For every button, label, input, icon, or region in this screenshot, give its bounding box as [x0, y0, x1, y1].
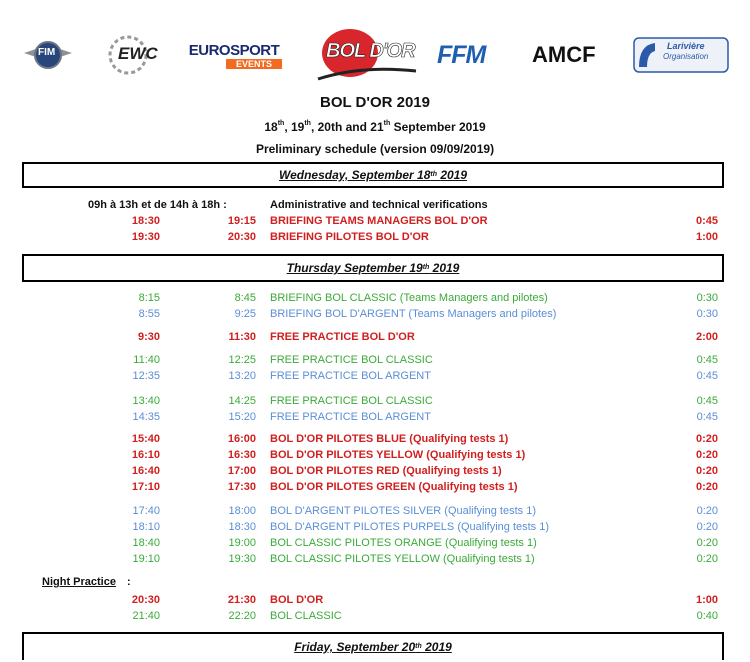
date-18: 18 — [264, 120, 278, 134]
schedule-row — [0, 503, 750, 519]
duration: 0:20 — [695, 465, 718, 477]
amcf-logo-text: AMCF — [532, 42, 596, 67]
start-time: 16:10 — [131, 449, 160, 461]
day-header-wednesday — [22, 162, 724, 188]
duration: 0:20 — [696, 505, 718, 517]
schedule-row — [0, 535, 750, 551]
duration: 1:00 — [695, 231, 718, 243]
lariviere-logo-subtext: Organisation — [663, 52, 709, 61]
lariviere-logo — [633, 30, 729, 80]
schedule-row — [0, 608, 750, 624]
start-time: 8:55 — [138, 308, 160, 320]
start-time: 18:30 — [131, 215, 160, 227]
page-title: BOL D'OR 2019 — [320, 94, 430, 111]
duration: 0:40 — [696, 610, 718, 622]
duration: 0:45 — [696, 411, 718, 423]
schedule-row — [0, 290, 750, 306]
day-label: Thursday September 19 — [286, 261, 423, 275]
event-name: FREE PRACTICE BOL D'OR — [270, 331, 415, 343]
duration: 0:20 — [696, 537, 718, 549]
end-time: 18:30 — [228, 521, 256, 533]
end-time: 17:30 — [227, 481, 256, 493]
end-time: 9:25 — [234, 308, 256, 320]
day-sup: th — [415, 643, 422, 650]
fim-logo — [22, 30, 74, 80]
event-name: BOL D'OR — [270, 594, 324, 606]
end-time: 14:25 — [228, 395, 256, 407]
start-time: 15:40 — [131, 433, 160, 445]
end-time: 12:25 — [228, 354, 256, 366]
schedule-row — [0, 431, 750, 447]
duration: 0:45 — [695, 215, 718, 227]
start-time: 17:40 — [132, 505, 160, 517]
end-time: 8:45 — [234, 292, 256, 304]
schedule-row — [0, 352, 750, 368]
end-time: 16:30 — [227, 449, 256, 461]
event-name: BOL D'ARGENT PILOTES SILVER (Qualifying tests 1) — [270, 505, 536, 517]
ewc-logo-text: EWC — [118, 44, 158, 63]
day-header-friday — [22, 632, 724, 660]
schedule-version: Preliminary schedule (version 09/09/2019) — [255, 142, 495, 156]
duration: 0:20 — [696, 553, 718, 565]
event-name: BOL D'OR PILOTES RED (Qualifying tests 1) — [270, 465, 502, 477]
schedule-row — [0, 479, 750, 495]
admin-hours: 09h à 13h et de 14h à 18h : — [88, 199, 227, 211]
end-time: 13:20 — [228, 370, 256, 382]
day-label: Wednesday, September 18 — [278, 168, 431, 182]
sup-th-3: th — [383, 120, 391, 127]
end-time: 20:30 — [227, 231, 256, 243]
eurosport-logo — [186, 30, 282, 80]
day-year: 2019 — [440, 168, 468, 182]
day-year: 2019 — [432, 261, 460, 275]
start-time: 19:10 — [132, 553, 160, 565]
duration: 0:45 — [696, 354, 718, 366]
night-practice-heading — [0, 574, 750, 590]
night-practice-label: Night Practice — [42, 576, 116, 588]
day-sup: th — [422, 264, 430, 271]
day-year: 2019 — [425, 640, 452, 654]
schedule-row — [0, 447, 750, 463]
amcf-logo — [532, 30, 596, 80]
event-name: BOL D'OR PILOTES GREEN (Qualifying tests 1) — [270, 481, 518, 493]
event-name: FREE PRACTICE BOL ARGENT — [270, 370, 431, 382]
schedule-row — [0, 519, 750, 535]
sup-th-2: th — [304, 120, 311, 127]
ffm-logo-text: FFM — [437, 40, 486, 69]
duration: 0:20 — [695, 481, 718, 493]
start-time: 21:40 — [132, 610, 160, 622]
start-time: 20:30 — [131, 594, 160, 606]
start-time: 13:40 — [132, 395, 160, 407]
duration: 0:20 — [696, 521, 718, 533]
duration: 1:00 — [695, 594, 718, 606]
schedule-row — [0, 463, 750, 479]
end-time: 11:30 — [228, 331, 256, 343]
duration: 0:45 — [696, 395, 718, 407]
schedule-row — [0, 393, 750, 409]
boldor-logo-text: BOL D'OR — [326, 40, 415, 62]
schedule-row — [0, 592, 750, 608]
event-name: BRIEFING TEAMS MANAGERS BOL D'OR — [270, 215, 488, 227]
end-time: 22:20 — [228, 610, 256, 622]
schedule-row — [0, 409, 750, 425]
boldor-logo — [312, 24, 422, 86]
duration: 2:00 — [695, 331, 718, 343]
start-time: 11:40 — [133, 354, 160, 366]
duration: 0:45 — [696, 370, 718, 382]
event-name: BOL CLASSIC PILOTES ORANGE (Qualifying tests 1) — [270, 537, 537, 549]
event-name: BOL CLASSIC PILOTES YELLOW (Qualifying tests 1) — [270, 553, 535, 565]
ffm-logo — [437, 30, 485, 80]
duration: 0:20 — [695, 449, 718, 461]
duration: 0:30 — [696, 292, 718, 304]
schedule-row — [0, 329, 750, 345]
lariviere-logo-text: Larivière — [667, 41, 705, 51]
event-name: FREE PRACTICE BOL CLASSIC — [270, 395, 433, 407]
duration: 0:30 — [696, 308, 718, 320]
date-21: th and 21 — [330, 120, 384, 134]
date-19: , 19 — [284, 120, 305, 134]
end-time: 19:15 — [227, 215, 256, 227]
end-time: 15:20 — [228, 411, 256, 423]
event-name: BRIEFING BOL D'ARGENT (Teams Managers and pilotes) — [270, 308, 557, 320]
sup-th-1: th — [277, 120, 285, 127]
end-time: 19:00 — [228, 537, 256, 549]
schedule-row — [0, 306, 750, 322]
start-time: 18:40 — [132, 537, 160, 549]
duration: 0:20 — [695, 433, 718, 445]
end-time: 21:30 — [227, 594, 256, 606]
event-name: BOL D'OR PILOTES BLUE (Qualifying tests 1) — [270, 433, 509, 445]
day-label: Friday, September 20 — [294, 640, 416, 654]
admin-verifications-row — [0, 197, 750, 213]
schedule-row — [0, 551, 750, 567]
start-time: 17:10 — [131, 481, 160, 493]
fim-logo-text: FIM — [38, 47, 56, 58]
start-time: 18:10 — [132, 521, 160, 533]
start-time: 9:30 — [137, 331, 160, 343]
event-name: BOL D'OR PILOTES YELLOW (Qualifying tests 1) — [270, 449, 526, 461]
schedule-row — [0, 213, 750, 229]
start-time: 16:40 — [131, 465, 160, 477]
event-name: FREE PRACTICE BOL CLASSIC — [270, 354, 433, 366]
admin-label: Administrative and technical verifications — [270, 199, 488, 211]
event-name: FREE PRACTICE BOL ARGENT — [270, 411, 431, 423]
start-time: 12:35 — [132, 370, 160, 382]
start-time: 19:30 — [131, 231, 160, 243]
day-header-thursday — [22, 254, 724, 282]
date-20: , 20 — [310, 120, 331, 134]
event-name: BOL CLASSIC — [270, 610, 342, 622]
schedule-row — [0, 368, 750, 384]
day-sup: th — [430, 171, 437, 178]
end-time: 18:00 — [228, 505, 256, 517]
date-month: September 2019 — [393, 120, 486, 134]
event-name: BRIEFING BOL CLASSIC (Teams Managers and pilotes) — [270, 292, 548, 304]
eurosport-logo-text: EUROSPORT — [188, 41, 280, 59]
eurosport-events-text: EVENTS — [226, 59, 282, 69]
event-name: BOL D'ARGENT PILOTES PURPELS (Qualifying tests 1) — [270, 521, 550, 533]
end-time: 17:00 — [227, 465, 256, 477]
schedule-row — [0, 229, 750, 245]
event-name: BRIEFING PILOTES BOL D'OR — [270, 231, 429, 243]
night-practice-colon: : — [127, 576, 131, 588]
ewc-logo — [104, 30, 166, 80]
start-time: 8:15 — [138, 292, 160, 304]
end-time: 16:00 — [227, 433, 256, 445]
end-time: 19:30 — [228, 553, 256, 565]
start-time: 14:35 — [132, 411, 160, 423]
event-dates — [0, 120, 750, 134]
